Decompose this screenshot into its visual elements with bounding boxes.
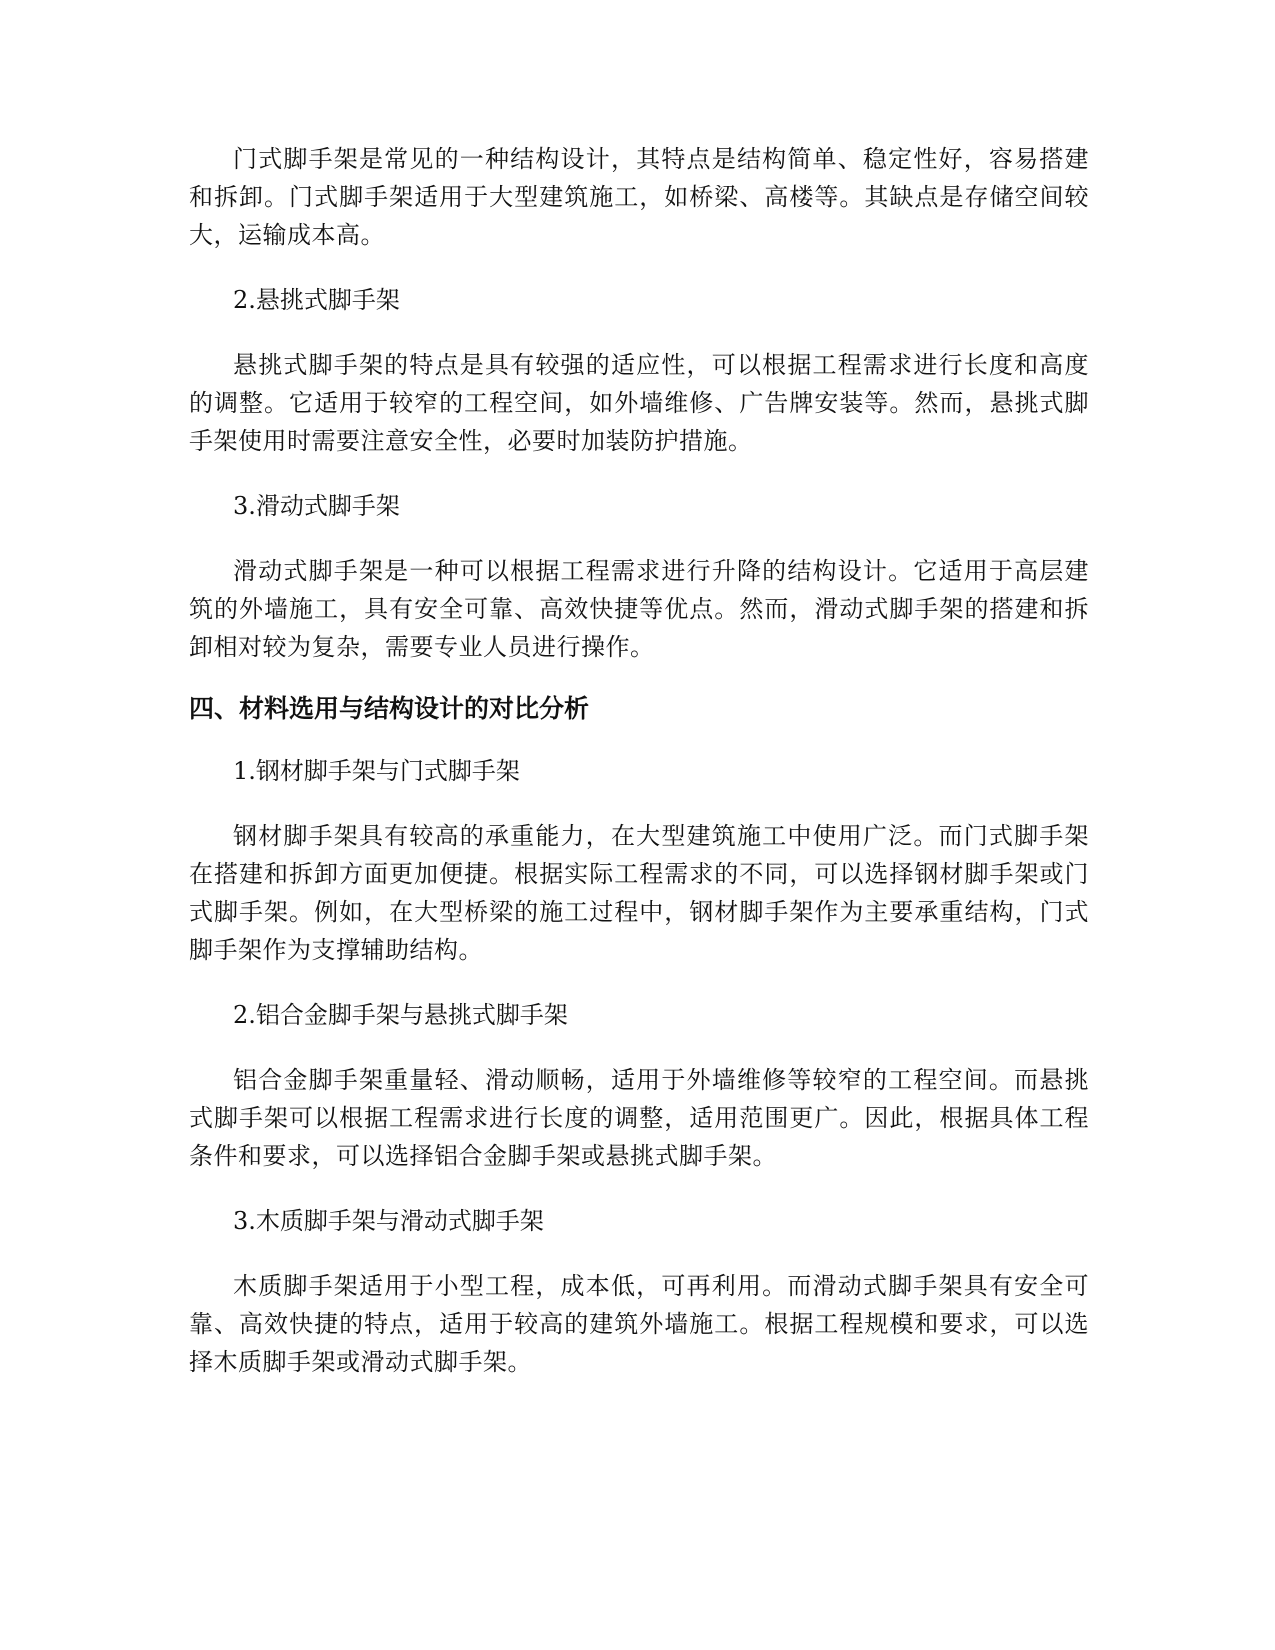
paragraph-steel-vs-door: 钢材脚手架具有较高的承重能力，在大型建筑施工中使用广泛。而门式脚手架在搭建和拆卸方面更加便捷。根据实际工程需求的不同，可以选择钢材脚手架或门式脚手架。例如，在大型桥梁的施工过程中，钢材脚手架作为主要承重结构，门式脚手架作为支撑辅助结构。 (189, 822, 1089, 964)
subheading-aluminum-vs-cantilever: 2.铝合金脚手架与悬挑式脚手架 (233, 1001, 568, 1029)
subheading-wood-vs-sliding: 3.木质脚手架与滑动式脚手架 (233, 1207, 544, 1235)
subheading-sliding-scaffold: 3.滑动式脚手架 (233, 492, 400, 520)
paragraph-door-scaffold: 门式脚手架是常见的一种结构设计，其特点是结构简单、稳定性好，容易搭建和拆卸。门式脚手架适用于大型建筑施工，如桥梁、高楼等。其缺点是存储空间较大，运输成本高。 (189, 145, 1089, 249)
paragraph-wood-vs-sliding: 木质脚手架适用于小型工程，成本低，可再利用。而滑动式脚手架具有安全可靠、高效快捷的特点，适用于较高的建筑外墙施工。根据工程规模和要求，可以选择木质脚手架或滑动式脚手架。 (189, 1272, 1089, 1376)
subheading-steel-vs-door: 1.钢材脚手架与门式脚手架 (233, 757, 520, 785)
subheading-cantilever-scaffold: 2.悬挑式脚手架 (233, 286, 400, 314)
paragraph-cantilever-scaffold: 悬挑式脚手架的特点是具有较强的适应性，可以根据工程需求进行长度和高度的调整。它适用于较窄的工程空间，如外墙维修、广告牌安装等。然而，悬挑式脚手架使用时需要注意安全性，必要时加装防护措施。 (189, 351, 1089, 455)
document-page (189, 140, 1089, 1381)
paragraph-sliding-scaffold: 滑动式脚手架是一种可以根据工程需求进行升降的结构设计。它适用于高层建筑的外墙施工，具有安全可靠、高效快捷等优点。然而，滑动式脚手架的搭建和拆卸相对较为复杂，需要专业人员进行操作。 (189, 557, 1089, 661)
section-title-comparison: 四、材料选用与结构设计的对比分析 (189, 694, 590, 723)
paragraph-aluminum-vs-cantilever: 铝合金脚手架重量轻、滑动顺畅，适用于外墙维修等较窄的工程空间。而悬挑式脚手架可以根据工程需求进行长度的调整，适用范围更广。因此，根据具体工程条件和要求，可以选择铝合金脚手架或悬挑式脚手架。 (189, 1066, 1089, 1170)
